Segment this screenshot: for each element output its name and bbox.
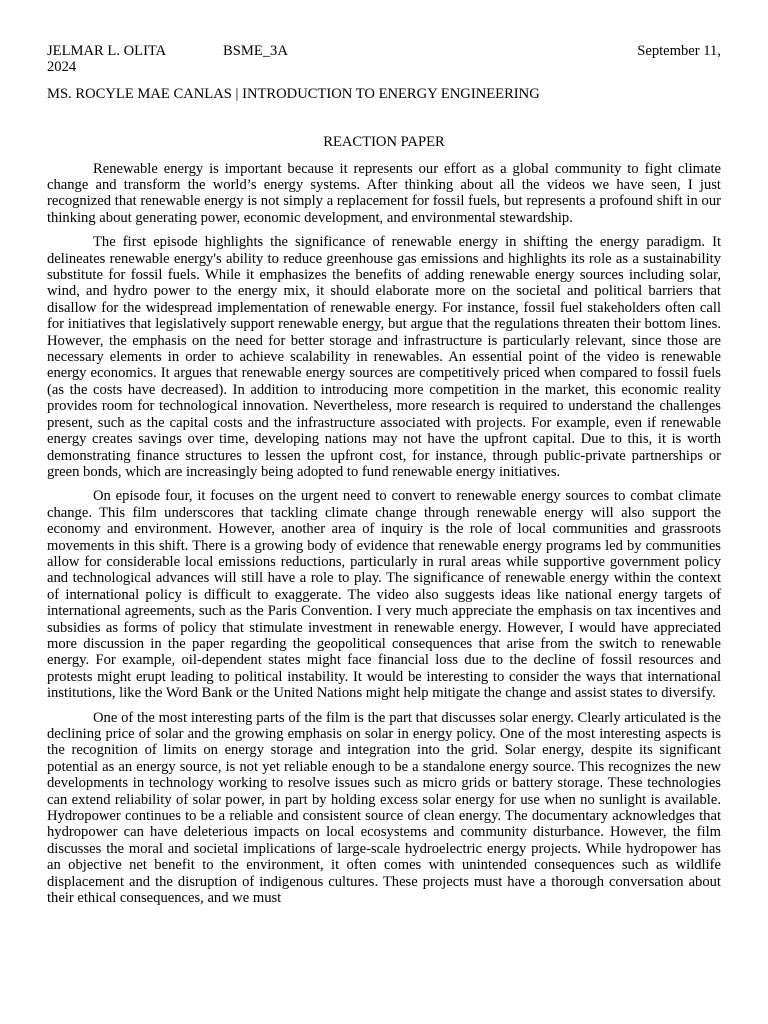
header-line <box>47 43 721 59</box>
paragraph: Renewable energy is important because it represents our effort as a global community to fight climate change and transform the world’s energy systems. After thinking about all the videos we have seen, I just recognized that renewable energy is not simply a replacement for fossil fuels, but represents a profound shift in our thinking about generating power, economic development, and environmental stewardship. <box>47 160 721 226</box>
section-code: BSME_3A <box>223 43 288 59</box>
paragraph: The first episode highlights the significance of renewable energy in shifting the energy paradigm. It delineates renewable energy's ability to reduce greenhouse gas emissions and highlights its role as a sustainability substitute for fossil fuels. While it emphasizes the benefits of adding renewable energy sources including solar, wind, and hydro power to the energy mix, it should elaborate more on the societal and political barriers that disallow for the widespread implementation of renewable energy. For instance, fossil fuel stakeholders often call for initiatives that legislatively support renewable energy, but argue that the regulations threaten their bottom lines. However, the emphasis on the need for better storage and infrastructure is particularly relevant, since those are necessary elements in order to achieve scalability in renewables. An essential point of the video is renewable energy economics. It argues that renewable energy sources are competitively priced when compared to fossil fuels (as the costs have decreased). In addition to introducing more competition in the market, this economic reality provides room for technological innovation. Nevertheless, more research is required to understand the challenges present, such as the capital costs and the infrastructure associated with projects. For example, even if renewable energy creates savings over time, developing nations may not have the upfront capital. Due to this, it is worth demonstrating finance structures to lessen the upfront cost, for instance, through public-private partnerships or green bonds, which are increasingly being adopted to fund renewable energy initiatives. <box>47 234 721 480</box>
paragraph: One of the most interesting parts of the film is the part that discusses solar energy. Clearly articulated is the declining price of solar and the growing emphasis on solar in energy policy. One of the most interesting aspects is the recognition of limits on energy storage and integration into the grid. Solar energy, despite its significant potential as an energy source, is not yet reliable enough to be a standalone energy source. This recognizes the new developments in technology working to resolve issues such as micro grids or battery storage. These technologies can extend reliability of solar power, in part by holding excess solar energy for use when no sunlight is available. Hydropower continues to be a reliable and consistent source of clean energy. The documentary acknowledges that hydropower can have deleterious impacts on local ecosystems and community disturbance. However, the film discusses the moral and societal implications of large-scale hydroelectric energy projects. While hydropower has an objective net benefit to the environment, it often comes with unintended consequences such as wildlife displacement and the disruption of indigenous cultures. These projects must have a thorough conversation about their ethical consequences, and we must <box>47 709 721 907</box>
date: September 11, <box>637 43 721 59</box>
instructor-course: MS. ROCYLE MAE CANLAS | INTRODUCTION TO ENERGY ENGINEERING <box>47 85 540 102</box>
date-year: 2024 <box>47 59 77 76</box>
paper-title: REACTION PAPER <box>323 134 445 151</box>
paragraph: On episode four, it focuses on the urgent need to convert to renewable energy sources to combat climate change. This film underscores that tackling climate change through renewable energy will also support the economy and environment. However, another area of inquiry is the role of local communities and grassroots movements in this shift. There is a growing body of evidence that renewable energy programs led by communities allow for considerable local emissions reductions, particularly in rural areas while supportive government policy and technological advances will still have a role to play. The significance of renewable energy within the context of international policy is difficult to exaggerate. The video also suggests ideas like national energy targets of international agreements, such as the Paris Convention. I very much appreciate the emphasis on tax incentives and subsidies as forms of policy that stimulate investment in renewable energy. However, I would have appreciated more discussion in the paper regarding the geopolitical consequences that arise from the switch to renewable energy. For example, oil-dependent states might face financial loss due to the decline of fossil resources and protests might erupt leading to political instability. It would be interesting to consider the ways that international institutions, like the Word Bank or the United Nations might help mitigate the change and assist states to diversify. <box>47 488 721 702</box>
author-name: JELMAR L. OLITA <box>47 43 167 59</box>
